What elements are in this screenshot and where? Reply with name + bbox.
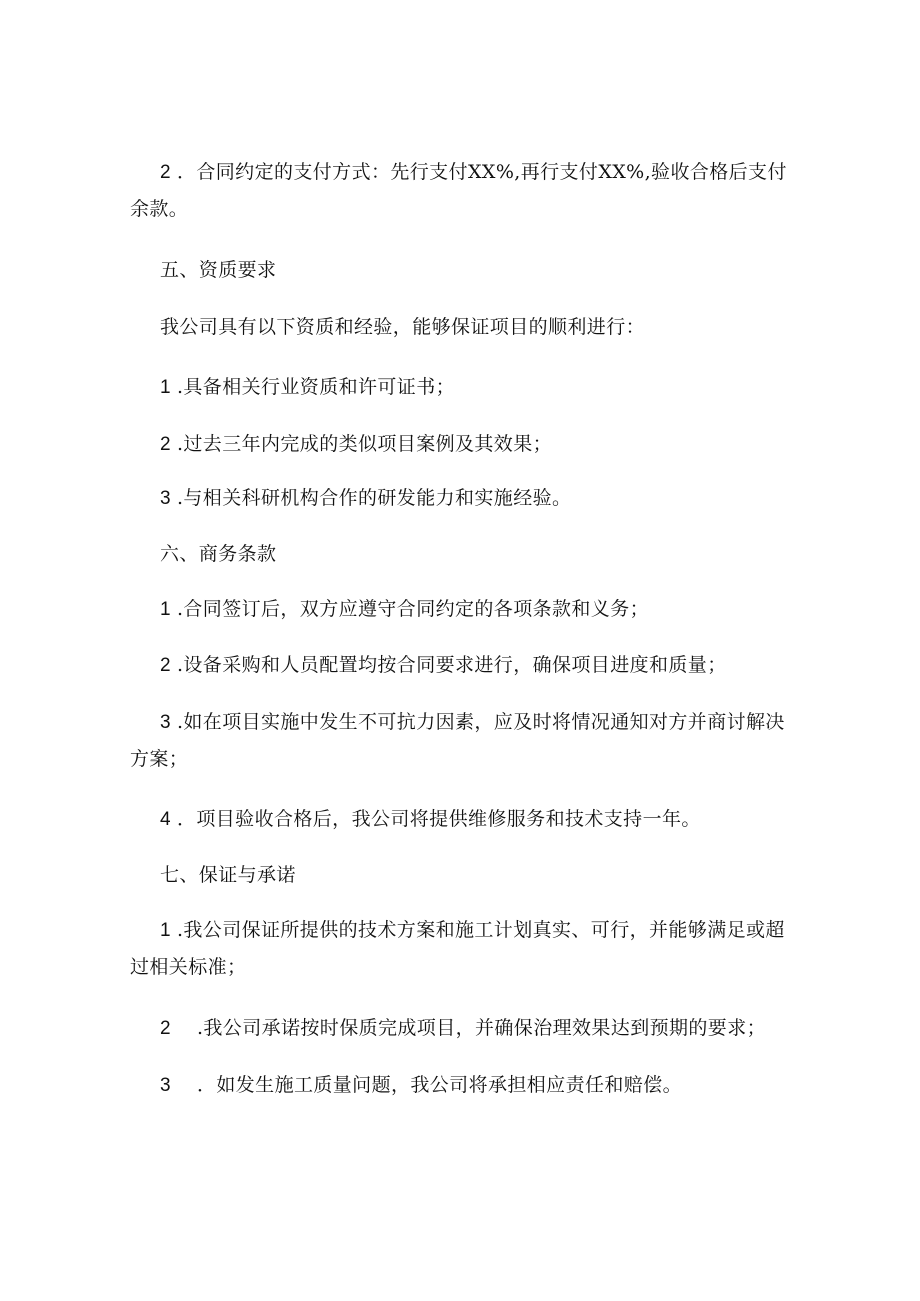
list-item bbox=[130, 480, 792, 517]
list-item bbox=[130, 369, 792, 406]
item-number: 2 bbox=[160, 434, 171, 455]
item-text: ．合同约定的支付方式：先行支付XX%,再行支付XX%,验收合格后支付余款。 bbox=[130, 161, 787, 220]
item-text: .设备采购和人员配置均按合同要求进行，确保项目进度和质量； bbox=[176, 654, 727, 676]
item-number: 2 bbox=[160, 1018, 171, 1039]
payment-method-paragraph bbox=[130, 154, 792, 227]
list-item bbox=[130, 704, 792, 777]
item-text: .与相关科研机构合作的研发能力和实施经验。 bbox=[176, 487, 572, 509]
item-number: 3 bbox=[160, 488, 171, 509]
item-text: .合同签订后，双方应遵守合同约定的各项条款和义务； bbox=[176, 598, 650, 620]
item-text: .过去三年内完成的类似项目案例及其效果； bbox=[176, 433, 553, 455]
item-text: .如在项目实施中发生不可抗力因素，应及时将情况通知对方并商讨解决方案； bbox=[130, 711, 785, 770]
item-text: .具备相关行业资质和许可证书； bbox=[176, 376, 456, 398]
section-heading-business-terms: 六、商务条款 bbox=[160, 543, 277, 565]
item-text: .我公司保证所提供的技术方案和施工计划真实、可行，并能够满足或超过相关标准； bbox=[130, 919, 785, 978]
item-number: 3 bbox=[160, 712, 171, 733]
list-item bbox=[130, 801, 792, 838]
item-number: 2 bbox=[160, 655, 171, 676]
item-text: .我公司承诺按时保质完成项目，并确保治理效果达到预期的要求； bbox=[196, 1017, 767, 1039]
list-item bbox=[130, 647, 792, 684]
section-heading-guarantee: 七、保证与承诺 bbox=[160, 864, 296, 886]
list-item bbox=[130, 426, 792, 463]
item-text: ．项目验收合格后，我公司将提供维修服务和技术支持一年。 bbox=[176, 808, 701, 830]
list-item bbox=[130, 1010, 792, 1047]
section-heading-qualification: 五、资质要求 bbox=[160, 259, 277, 281]
item-number: 3 bbox=[160, 1075, 171, 1096]
item-number: 1 bbox=[160, 920, 171, 941]
item-text: ．如发生施工质量问题，我公司将承担相应责任和赔偿。 bbox=[196, 1074, 682, 1096]
list-item bbox=[130, 912, 792, 985]
list-item bbox=[130, 1067, 792, 1104]
list-item bbox=[130, 591, 792, 628]
qualification-intro: 我公司具有以下资质和经验，能够保证项目的顺利进行： bbox=[160, 316, 646, 338]
item-number: 1 bbox=[160, 599, 171, 620]
item-number: 1 bbox=[160, 377, 171, 398]
item-number: 2 bbox=[160, 162, 171, 183]
item-number: 4 bbox=[160, 809, 171, 830]
